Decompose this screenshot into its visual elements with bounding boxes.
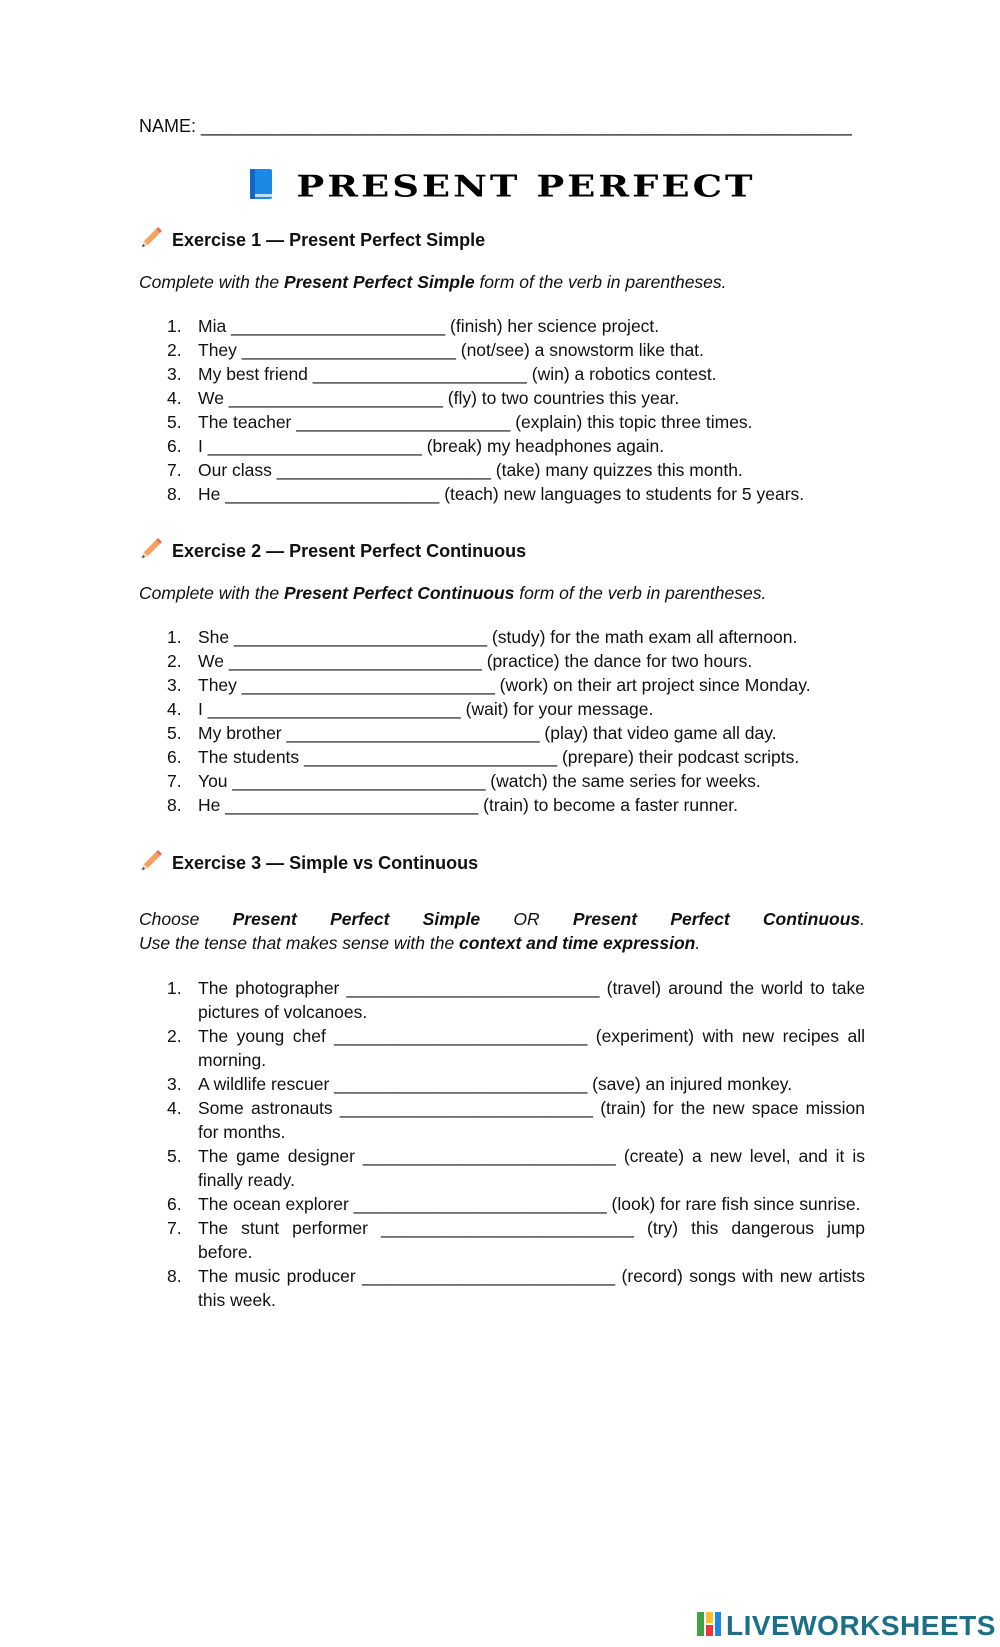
question-item[interactable] <box>139 1264 865 1312</box>
instruction-bold: Simple <box>422 909 481 929</box>
instruction-bold: Perfect <box>670 909 730 929</box>
pencil-icon <box>139 849 163 878</box>
liveworksheets-logo[interactable] <box>696 1610 996 1642</box>
question-item[interactable] <box>139 976 865 1024</box>
question-number: 5. <box>167 723 182 743</box>
liveworksheets-logo-icon <box>696 1611 722 1642</box>
question-text: She __________________________ (study) for the math exam all afternoon. <box>198 627 798 647</box>
question-text: My best friend ______________________ (win) a robotics contest. <box>198 364 717 384</box>
question-text: Some astronauts __________________________ (train) for the new space mission for months. <box>198 1098 865 1142</box>
question-item[interactable] <box>139 338 865 362</box>
question-text: They __________________________ (work) on their art project since Monday. <box>198 675 811 695</box>
question-item[interactable] <box>139 1024 865 1072</box>
question-item[interactable] <box>139 745 865 769</box>
question-item[interactable] <box>139 410 865 434</box>
question-number: 6. <box>167 1194 182 1214</box>
exercise-1-instruction <box>139 270 865 294</box>
question-number: 2. <box>167 340 182 360</box>
question-number: 1. <box>167 316 182 336</box>
question-number: 6. <box>167 436 182 456</box>
question-text: The photographer __________________________ (travel) around the world to take pictures of volcanoes. <box>198 978 865 1022</box>
question-text: The teacher ______________________ (explain) this topic three times. <box>198 412 753 432</box>
instruction-bold: Present <box>572 909 638 929</box>
question-text: You __________________________ (watch) the same series for weeks. <box>198 771 761 791</box>
instruction-text: Use the tense that makes sense with the <box>139 933 460 953</box>
exercise-1-heading-text: Exercise 1 — Present Perfect Simple <box>172 230 486 250</box>
exercise-3-heading <box>139 849 478 878</box>
liveworksheets-logo-text: LIVEWORKSHEETS <box>726 1610 996 1641</box>
book-icon <box>248 168 274 205</box>
question-item[interactable] <box>139 649 865 673</box>
question-text: Mia ______________________ (finish) her science project. <box>198 316 660 336</box>
question-text: We ______________________ (fly) to two countries this year. <box>198 388 680 408</box>
question-number: 4. <box>167 699 182 719</box>
instruction-bold: context and time expression <box>459 933 696 953</box>
question-item[interactable] <box>139 482 865 506</box>
question-number: 1. <box>167 978 182 998</box>
instruction-bold: Continuous <box>762 909 861 929</box>
question-text: The music producer __________________________ (record) songs with new artists this week. <box>198 1266 865 1310</box>
question-item[interactable] <box>139 793 865 817</box>
name-line[interactable]: NAME: _________________________________________________________________ <box>139 116 852 136</box>
instruction-bold: Present Perfect Simple <box>283 272 475 292</box>
question-item[interactable] <box>139 769 865 793</box>
instruction-bold: Present <box>232 909 297 929</box>
instruction-line-2 <box>139 931 865 955</box>
question-item[interactable] <box>139 386 865 410</box>
question-text: A wildlife rescuer __________________________ (save) an injured monkey. <box>198 1074 793 1094</box>
question-item[interactable] <box>139 314 865 338</box>
question-text: I __________________________ (wait) for your message. <box>198 699 654 719</box>
question-text: He ______________________ (teach) new languages to students for 5 years. <box>198 484 805 504</box>
question-number: 3. <box>167 364 182 384</box>
question-text: He __________________________ (train) to become a faster runner. <box>198 795 738 815</box>
instruction-line-1 <box>139 907 865 931</box>
exercise-1-heading <box>139 226 485 255</box>
instruction-text: form of the verb in parentheses. <box>474 272 727 292</box>
question-number: 4. <box>167 1098 182 1118</box>
instruction-text: Complete with the <box>139 583 284 603</box>
question-item[interactable] <box>139 1192 865 1216</box>
exercise-1-list <box>139 314 865 506</box>
exercise-2-instruction <box>139 581 865 605</box>
question-text: We __________________________ (practice) the dance for two hours. <box>198 651 753 671</box>
instruction-bold: Perfect <box>330 909 390 929</box>
pencil-icon <box>139 226 163 255</box>
exercise-2-heading-text: Exercise 2 — Present Perfect Continuous <box>172 541 527 561</box>
instruction-text: Complete with the <box>139 272 284 292</box>
question-item[interactable] <box>139 721 865 745</box>
question-number: 5. <box>167 1146 182 1166</box>
question-item[interactable] <box>139 362 865 386</box>
question-number: 8. <box>167 1266 182 1286</box>
question-item[interactable] <box>139 625 865 649</box>
question-text: Our class ______________________ (take) many quizzes this month. <box>198 460 743 480</box>
question-text: The stunt performer __________________________ (try) this dangerous jump before. <box>198 1218 865 1262</box>
page-title <box>197 164 807 208</box>
question-text: They ______________________ (not/see) a snowstorm like that. <box>198 340 704 360</box>
exercise-3-heading-text: Exercise 3 — Simple vs Continuous <box>172 853 479 873</box>
page-title-text: PRESENT PERFECT <box>296 167 756 205</box>
question-number: 5. <box>167 412 182 432</box>
question-number: 8. <box>167 484 182 504</box>
question-number: 2. <box>167 651 182 671</box>
question-text: My brother __________________________ (play) that video game all day. <box>198 723 777 743</box>
question-number: 6. <box>167 747 182 767</box>
question-number: 7. <box>167 460 182 480</box>
question-number: 7. <box>167 771 182 791</box>
question-text: The game designer __________________________ (create) a new level, and it is finally ready. <box>198 1146 865 1190</box>
exercise-2-heading <box>139 537 526 566</box>
exercise-2-list <box>139 625 865 817</box>
question-number: 7. <box>167 1218 182 1238</box>
exercise-3-list <box>139 976 865 1312</box>
pencil-icon <box>139 537 163 566</box>
instruction-word: Choose <box>139 909 200 929</box>
question-text: I ______________________ (break) my headphones again. <box>198 436 665 456</box>
question-number: 2. <box>167 1026 182 1046</box>
question-text: The young chef __________________________ (experiment) with new recipes all morning. <box>198 1026 865 1070</box>
question-item[interactable] <box>139 434 865 458</box>
question-item[interactable] <box>139 458 865 482</box>
question-item[interactable] <box>139 673 865 697</box>
question-number: 3. <box>167 1074 182 1094</box>
question-number: 3. <box>167 675 182 695</box>
question-item[interactable] <box>139 697 865 721</box>
instruction-word: . <box>860 909 865 929</box>
instruction-word: OR <box>513 909 540 929</box>
question-number: 1. <box>167 627 182 647</box>
question-number: 8. <box>167 795 182 815</box>
instruction-text: . <box>695 933 701 953</box>
instruction-bold: Present Perfect Continuous <box>283 583 515 603</box>
question-item[interactable] <box>139 1144 865 1192</box>
question-item[interactable] <box>139 1216 865 1264</box>
exercise-3-instruction <box>139 907 865 955</box>
question-text: The ocean explorer __________________________ (look) for rare fish since sunrise. <box>198 1194 861 1214</box>
question-item[interactable] <box>139 1072 865 1096</box>
question-item[interactable] <box>139 1096 865 1144</box>
instruction-text: form of the verb in parentheses. <box>514 583 767 603</box>
question-text: The students __________________________ (prepare) their podcast scripts. <box>198 747 800 767</box>
instruction-last-word <box>763 907 865 931</box>
question-number: 4. <box>167 388 182 408</box>
